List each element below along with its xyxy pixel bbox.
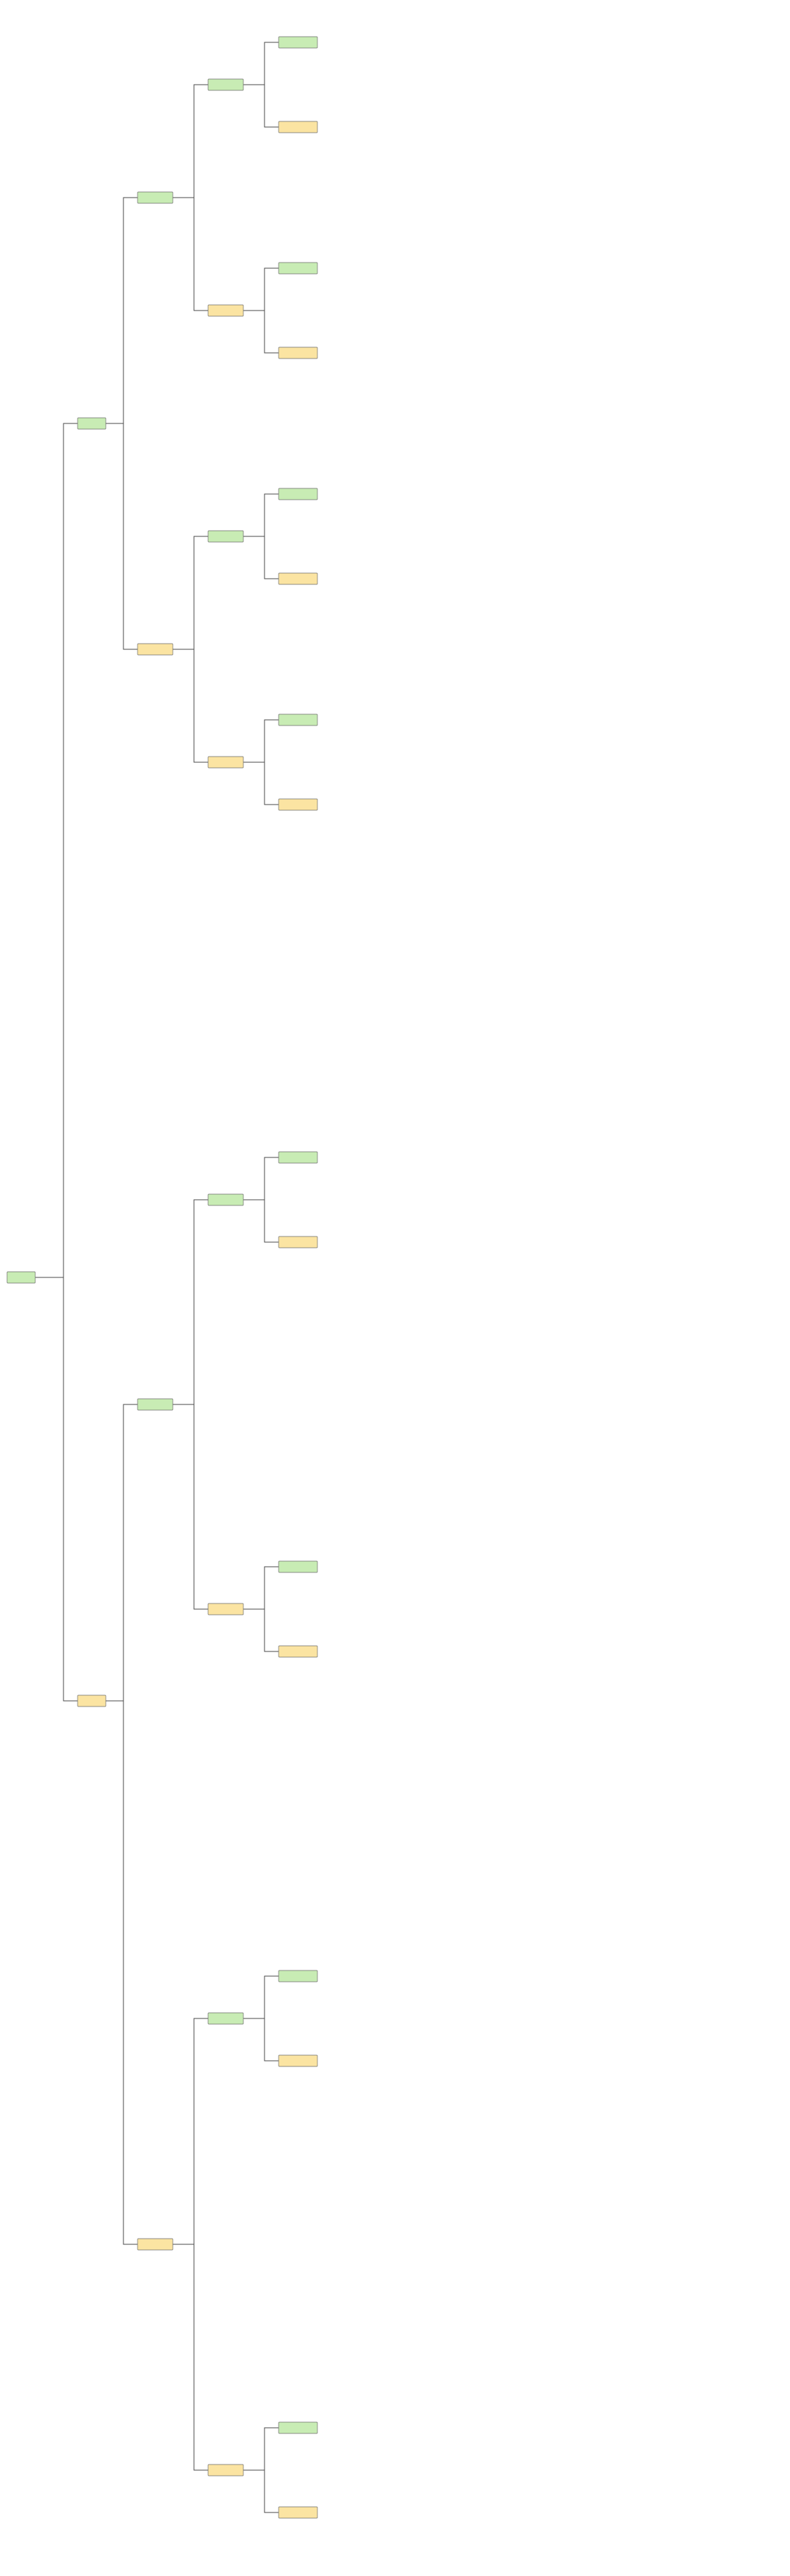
person-node [208, 2013, 243, 2024]
node-box [279, 37, 317, 48]
connector [194, 1404, 208, 1609]
node-box [7, 1272, 35, 1283]
connector [243, 268, 279, 311]
person-node [138, 1399, 173, 1410]
node-box [279, 1646, 317, 1657]
connector [63, 1277, 78, 1701]
person-node [138, 644, 173, 655]
node-box [279, 1970, 317, 1982]
node-box [279, 263, 317, 274]
connector [106, 1404, 138, 1701]
connector [173, 85, 208, 198]
connector [265, 536, 279, 579]
connector [265, 762, 279, 805]
node-box [138, 644, 173, 655]
connector [265, 85, 279, 127]
node-box [208, 1603, 243, 1615]
node-box [279, 488, 317, 500]
connector [243, 1157, 279, 1200]
connector [173, 536, 208, 649]
connector [243, 1976, 279, 2018]
person-node [279, 1646, 317, 1657]
person-node [208, 531, 243, 542]
person-node [279, 714, 317, 726]
connector [243, 42, 279, 85]
node-box [208, 757, 243, 768]
node-box [279, 799, 317, 810]
person-node [279, 121, 317, 133]
person-node [208, 305, 243, 316]
connector [265, 1609, 279, 1651]
node-box [138, 192, 173, 203]
node-box [208, 305, 243, 316]
node-box [279, 2422, 317, 2433]
node-box [138, 2239, 173, 2250]
connector [194, 198, 208, 311]
connector [123, 1701, 138, 2244]
node-box [279, 714, 317, 726]
connector [243, 2428, 279, 2470]
connector [265, 311, 279, 353]
node-box [78, 418, 106, 429]
person-node [78, 418, 106, 429]
person-node [279, 347, 317, 359]
person-node [279, 37, 317, 48]
person-node [279, 799, 317, 810]
connector [265, 2018, 279, 2061]
person-node [279, 573, 317, 584]
node-box [138, 1399, 173, 1410]
person-node [208, 2464, 243, 2476]
connector [243, 494, 279, 536]
node-box [279, 2055, 317, 2066]
node-box [279, 573, 317, 584]
node-box [208, 2013, 243, 2024]
node-box [279, 1561, 317, 1572]
connector [35, 423, 78, 1277]
connector [194, 649, 208, 762]
person-node [279, 1561, 317, 1572]
node-box [279, 121, 317, 133]
person-node [138, 2239, 173, 2250]
person-node [208, 1603, 243, 1615]
person-node [208, 79, 243, 90]
connector [173, 1200, 208, 1404]
person-node [279, 1236, 317, 1248]
node-box [279, 1236, 317, 1248]
node-box [208, 79, 243, 90]
person-node [279, 2507, 317, 2518]
person-node [7, 1272, 35, 1283]
person-node [279, 2422, 317, 2433]
node-box [279, 1152, 317, 1163]
connector [106, 198, 138, 423]
node-box [279, 347, 317, 359]
node-box [208, 1194, 243, 1205]
connector [243, 720, 279, 762]
person-node [279, 488, 317, 500]
person-node [279, 1152, 317, 1163]
person-node [208, 1194, 243, 1205]
person-node [279, 2055, 317, 2066]
connector [265, 1200, 279, 1242]
person-node [208, 757, 243, 768]
person-node [78, 1695, 106, 1707]
node-box [78, 1695, 106, 1707]
person-node [279, 1970, 317, 1982]
node-box [279, 2507, 317, 2518]
node-box [208, 2464, 243, 2476]
person-node [279, 263, 317, 274]
connector [123, 423, 138, 649]
connector [265, 2470, 279, 2512]
connector [243, 1567, 279, 1609]
connector [173, 2018, 208, 2244]
connector [194, 2244, 208, 2470]
person-node [138, 192, 173, 203]
node-box [208, 531, 243, 542]
